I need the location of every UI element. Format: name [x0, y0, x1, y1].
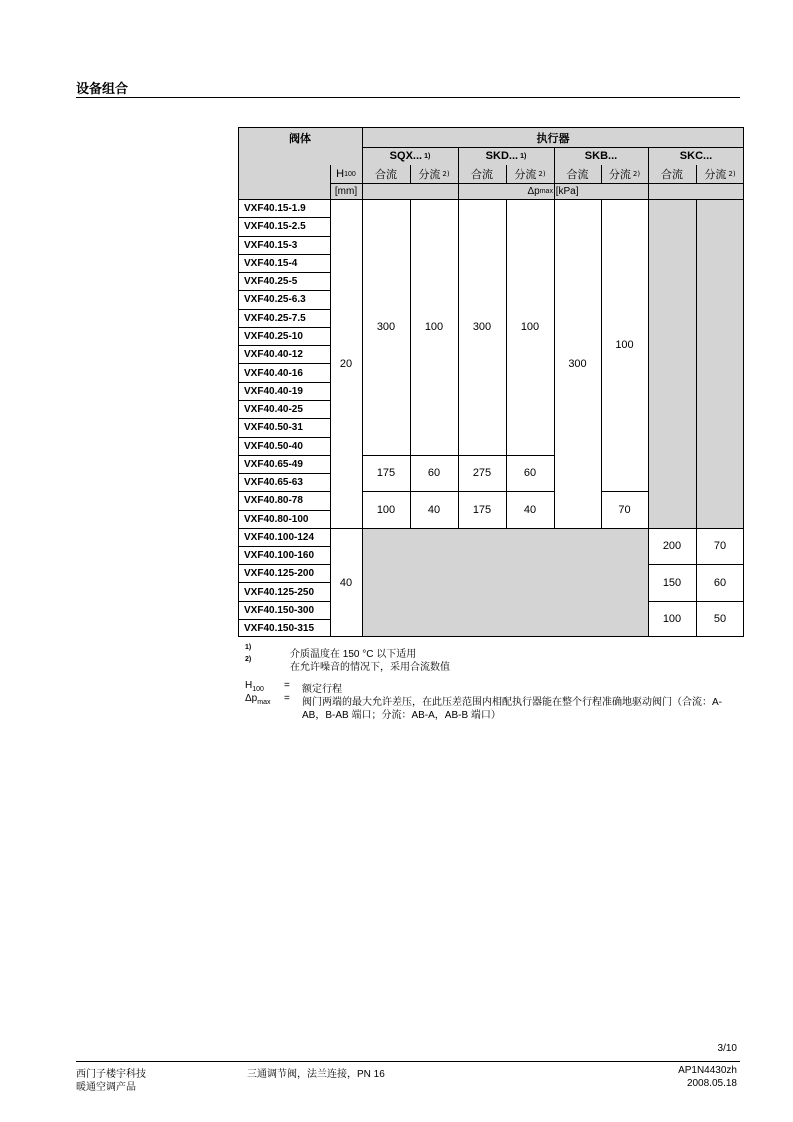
document-date: 2008.05.18	[686, 1078, 737, 1089]
model-cell: VXF40.150-315	[244, 622, 315, 634]
footnote-mark-2: 2)	[245, 656, 252, 663]
sqx-header: SQX... 1)	[389, 150, 431, 162]
skc-merge-2: 150	[662, 576, 682, 589]
grid-line	[410, 199, 411, 528]
row-line	[238, 455, 330, 456]
row-line	[238, 363, 330, 364]
model-cell: VXF40.25-10	[244, 330, 303, 342]
skc-merge-header: 合流	[661, 168, 683, 181]
row-line	[238, 254, 330, 255]
document-number: AP1N4430zh	[678, 1065, 737, 1076]
legend-eq-1: =	[284, 680, 290, 691]
combination-table	[238, 127, 744, 637]
footnote-text-2: 在允许噪音的情况下，采用合流数值	[290, 662, 450, 673]
model-cell: VXF40.100-124	[244, 532, 315, 543]
grid-line	[458, 147, 459, 199]
sqx-divert-a: 100	[424, 321, 444, 333]
grid-line	[330, 528, 744, 529]
model-cell: VXF40.125-200	[244, 568, 315, 580]
h100-value-40: 40	[339, 576, 353, 589]
grid-line	[362, 147, 744, 148]
skd-merge-header: 合流	[471, 168, 493, 181]
model-cell: VXF40.65-49	[244, 458, 303, 470]
header-rule	[76, 97, 740, 98]
grid-line	[696, 199, 697, 637]
grid-line	[362, 491, 554, 492]
footer-rule	[76, 1061, 740, 1062]
grid-line	[506, 165, 507, 183]
grid-line	[458, 199, 459, 528]
model-cell: VXF40.125-250	[244, 586, 315, 598]
model-cell: VXF40.150-300	[244, 604, 315, 616]
skd-divert-c: 40	[523, 503, 537, 516]
model-cell: VXF40.40-12	[244, 349, 303, 361]
row-line	[238, 582, 330, 583]
row-line	[238, 619, 330, 620]
grid-line	[330, 165, 331, 637]
skb-divert-header: 分流 2)	[608, 168, 641, 181]
grid-line	[601, 199, 602, 528]
legend-text-dp-2: AB，B-AB 端口；分流：AB-A，AB-B 端口）	[302, 710, 501, 721]
row-line	[238, 327, 330, 328]
grid-line	[554, 147, 555, 199]
document-title: 三通调节阀，法兰连接，PN 16	[247, 1069, 385, 1080]
grid-line	[601, 491, 648, 492]
model-cell: VXF40.15-2.5	[244, 221, 306, 233]
skc-divert-2: 60	[713, 576, 727, 589]
model-cell: VXF40.15-4	[244, 257, 298, 269]
model-cell: VXF40.50-31	[244, 422, 303, 434]
sqx-merge-b: 175	[376, 467, 396, 479]
skb-divert-b: 70	[618, 503, 631, 516]
table-border	[238, 636, 744, 637]
grid-line	[330, 183, 744, 184]
skb-divert-a: 100	[615, 339, 634, 351]
row-line	[238, 546, 330, 547]
skc-divert-3: 50	[713, 613, 727, 625]
footnote-mark-1: 1)	[245, 644, 252, 651]
grid-line	[362, 127, 363, 637]
row-line	[238, 309, 330, 310]
grid-line	[648, 601, 744, 602]
skc-header: SKC...	[679, 150, 713, 162]
skc-merge-3: 100	[662, 613, 682, 625]
skb-header: SKB...	[584, 150, 618, 162]
model-cell: VXF40.40-25	[244, 404, 303, 416]
row-line	[238, 382, 330, 383]
row-line	[238, 400, 330, 401]
legend-symbol-h100: $H_{100}$	[245, 680, 264, 693]
mm-unit: [mm]	[334, 185, 358, 197]
row-line	[238, 236, 330, 237]
grid-line	[648, 147, 649, 199]
row-line	[238, 491, 330, 492]
h100-header: H 100	[336, 168, 356, 180]
section-title: 设备组合	[76, 81, 129, 96]
legend-symbol-dp: $\Delta p_{max}$	[245, 693, 271, 706]
skd-header: SKD... 1)	[485, 150, 527, 162]
row-line	[238, 290, 330, 291]
na-grey-block	[362, 528, 648, 637]
company-line-1: 西门子楼宇科技	[76, 1069, 146, 1080]
skd-merge-c: 175	[472, 503, 492, 516]
model-cell: VXF40.25-6.3	[244, 294, 306, 306]
skd-divert-a: 100	[520, 321, 540, 333]
grid-line	[696, 165, 697, 183]
skc-divert-1: 70	[713, 540, 727, 552]
skd-merge-b: 275	[472, 467, 492, 479]
sqx-divert-b: 60	[427, 467, 441, 479]
grid-line	[362, 455, 554, 456]
model-cell: VXF40.40-16	[244, 367, 303, 379]
model-cell: VXF40.15-3	[244, 239, 298, 251]
row-line	[238, 528, 330, 529]
grid-line	[238, 199, 744, 200]
h100-value-20: 20	[339, 357, 353, 370]
row-line	[238, 437, 330, 438]
page-number: 3/10	[717, 1043, 737, 1054]
model-cell: VXF40.15-1.9	[244, 203, 306, 214]
sqx-divert-c: 40	[427, 503, 441, 516]
model-cell: VXF40.50-40	[244, 440, 303, 452]
legend-text-h100: 额定行程	[302, 684, 342, 695]
row-line	[238, 418, 330, 419]
legend-text-dp: 阀门两端的最大允许差压，在此压差范围内相配执行器能在整个行程准确地驱动阀门（合流：A-	[302, 697, 722, 708]
sqx-divert-header: 分流 2)	[418, 168, 450, 181]
model-cell: VXF40.80-100	[244, 513, 309, 525]
skc-divert-header: 分流 2)	[704, 168, 736, 181]
skd-divert-b: 60	[523, 467, 537, 479]
sqx-merge-a: 300	[376, 321, 396, 333]
row-line	[238, 217, 330, 218]
sqx-merge-header: 合流	[375, 168, 397, 181]
row-line	[238, 272, 330, 273]
model-cell: VXF40.80-78	[244, 495, 303, 507]
row-line	[238, 601, 330, 602]
skb-merge: 300	[568, 357, 587, 370]
footnote-text-1: 介质温度在 150 °C 以下适用	[290, 649, 417, 660]
model-cell: VXF40.40-19	[244, 385, 303, 397]
sqx-merge-c: 100	[376, 503, 396, 516]
row-line	[238, 345, 330, 346]
grid-line	[554, 199, 555, 528]
actuator-header: 执行器	[536, 133, 570, 145]
valve-body-header: 阀体	[289, 133, 311, 145]
model-cell: VXF40.25-7.5	[244, 312, 306, 324]
model-cell: VXF40.65-63	[244, 477, 303, 489]
grid-line	[601, 165, 602, 183]
grid-line	[648, 199, 649, 637]
model-cell: VXF40.100-160	[244, 550, 315, 562]
table-border	[238, 127, 744, 128]
skd-merge-a: 300	[472, 321, 492, 333]
skb-merge-header: 合流	[566, 168, 589, 181]
dp-max-unit: Δp max [kPa]	[527, 185, 579, 197]
row-line	[238, 510, 330, 511]
row-line	[238, 564, 330, 565]
skc-merge-1: 200	[662, 540, 682, 552]
table-border	[743, 127, 744, 637]
row-line	[238, 473, 330, 474]
skd-divert-header: 分流 2)	[514, 168, 546, 181]
grid-line	[410, 165, 411, 183]
grid-line	[648, 564, 744, 565]
model-cell: VXF40.25-5	[244, 276, 298, 288]
grid-line	[506, 199, 507, 528]
legend-eq-2: =	[284, 693, 290, 704]
company-line-2: 暖通空调产品	[76, 1082, 136, 1093]
